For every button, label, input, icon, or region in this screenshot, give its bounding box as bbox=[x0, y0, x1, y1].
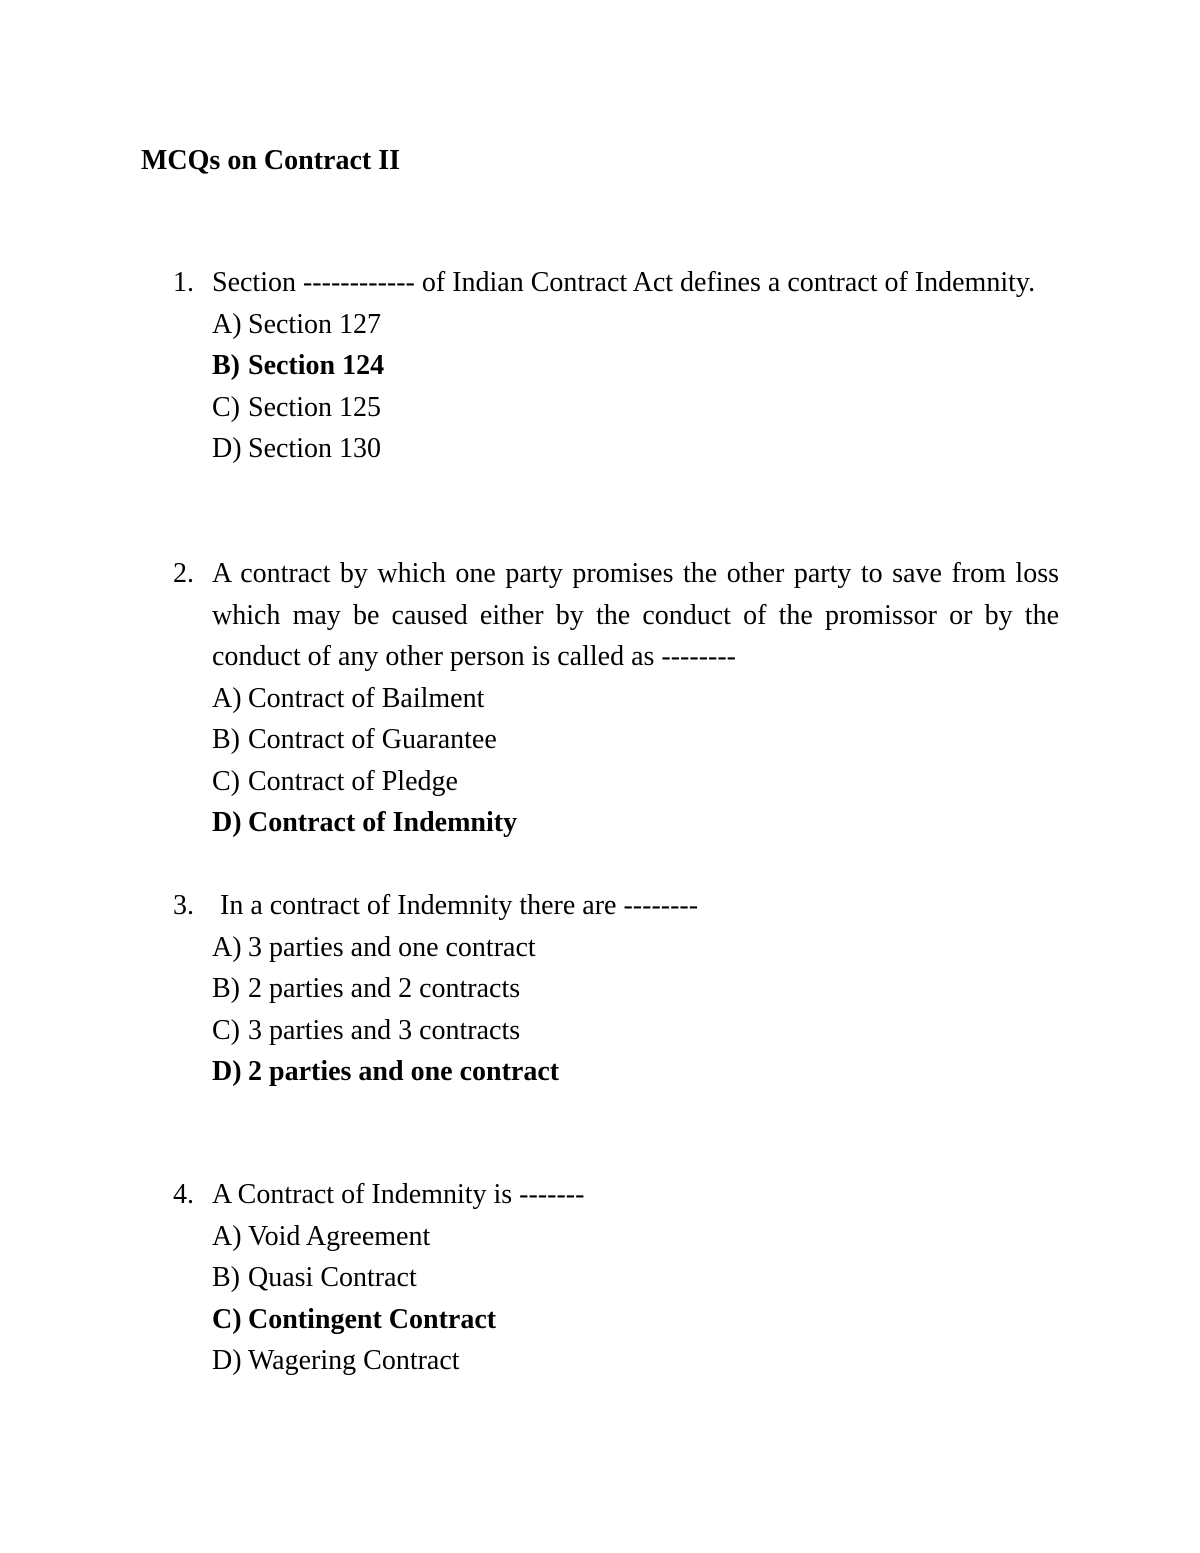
option-text: Section 124 bbox=[248, 350, 385, 381]
option-text: Contract of Indemnity bbox=[248, 807, 518, 838]
option-d-correct bbox=[212, 802, 1059, 844]
option-letter: A) bbox=[212, 931, 242, 963]
option-letter: D) bbox=[212, 807, 242, 838]
option-text: 3 parties and 3 contracts bbox=[248, 1014, 521, 1046]
question-stem bbox=[141, 885, 1059, 927]
option-b bbox=[212, 1257, 1059, 1299]
option-d bbox=[212, 428, 1059, 470]
question-number: 1. bbox=[173, 267, 194, 298]
option-b-correct bbox=[212, 345, 1059, 387]
question-number: 2. bbox=[173, 558, 194, 589]
option-c-correct bbox=[212, 1299, 1059, 1341]
option-letter: B) bbox=[212, 973, 240, 1004]
question-2 bbox=[141, 553, 1059, 844]
question-text: A contract by which one party promises the other party to save from loss which may be caused either by the conduct of the promissor or by the conduct of any other person is called as -------- bbox=[212, 558, 1059, 672]
question-number: 4. bbox=[173, 1179, 194, 1210]
option-letter: B) bbox=[212, 724, 240, 755]
option-text: Contract of Guarantee bbox=[248, 724, 497, 755]
document-title: MCQs on Contract II bbox=[141, 145, 400, 176]
answer-options bbox=[141, 1216, 1059, 1382]
question-stem bbox=[141, 1174, 1059, 1216]
option-letter: C) bbox=[212, 391, 240, 423]
question-stem bbox=[141, 553, 1059, 678]
question-stem bbox=[141, 262, 1059, 304]
answer-options bbox=[141, 927, 1059, 1093]
option-text: 2 parties and 2 contracts bbox=[248, 973, 521, 1004]
question-text: In a contract of Indemnity there are -------- bbox=[220, 890, 699, 921]
option-text: 2 parties and one contract bbox=[248, 1056, 560, 1087]
option-text: Contract of Bailment bbox=[248, 682, 485, 714]
option-d bbox=[212, 1340, 1059, 1382]
question-4 bbox=[141, 1174, 1059, 1382]
question-text: Section ------------ of Indian Contract Act defines a contract of Indemnity. bbox=[212, 267, 1036, 298]
option-letter: A) bbox=[212, 308, 242, 340]
option-text: Contingent Contract bbox=[248, 1303, 497, 1335]
option-text: Section 130 bbox=[248, 433, 381, 464]
option-text: Contract of Pledge bbox=[248, 765, 458, 797]
option-letter: C) bbox=[212, 1303, 242, 1335]
option-a bbox=[212, 1216, 1059, 1258]
option-a bbox=[212, 678, 1059, 720]
option-c bbox=[212, 1010, 1059, 1052]
question-text: A Contract of Indemnity is ------- bbox=[212, 1179, 585, 1210]
option-letter: A) bbox=[212, 682, 242, 714]
option-b bbox=[212, 719, 1059, 761]
answer-options bbox=[141, 304, 1059, 470]
option-letter: D) bbox=[212, 1056, 242, 1087]
question-1 bbox=[141, 262, 1059, 470]
option-letter: C) bbox=[212, 765, 240, 797]
option-letter: C) bbox=[212, 1014, 240, 1046]
option-c bbox=[212, 761, 1059, 803]
answer-options bbox=[141, 678, 1059, 844]
option-d-correct bbox=[212, 1051, 1059, 1093]
option-text: Wagering Contract bbox=[248, 1345, 460, 1376]
option-a bbox=[212, 927, 1059, 969]
question-number: 3. bbox=[173, 890, 194, 921]
option-text: Quasi Contract bbox=[248, 1262, 417, 1293]
option-text: Section 125 bbox=[248, 391, 381, 423]
option-text: Void Agreement bbox=[248, 1220, 431, 1252]
option-letter: A) bbox=[212, 1220, 242, 1252]
option-a bbox=[212, 304, 1059, 346]
option-letter: B) bbox=[212, 1262, 240, 1293]
question-3 bbox=[141, 885, 1059, 1093]
option-letter: B) bbox=[212, 350, 240, 381]
option-letter: D) bbox=[212, 433, 242, 464]
option-b bbox=[212, 968, 1059, 1010]
option-text: 3 parties and one contract bbox=[248, 931, 536, 963]
option-text: Section 127 bbox=[248, 308, 381, 340]
option-letter: D) bbox=[212, 1345, 242, 1376]
option-c bbox=[212, 387, 1059, 429]
